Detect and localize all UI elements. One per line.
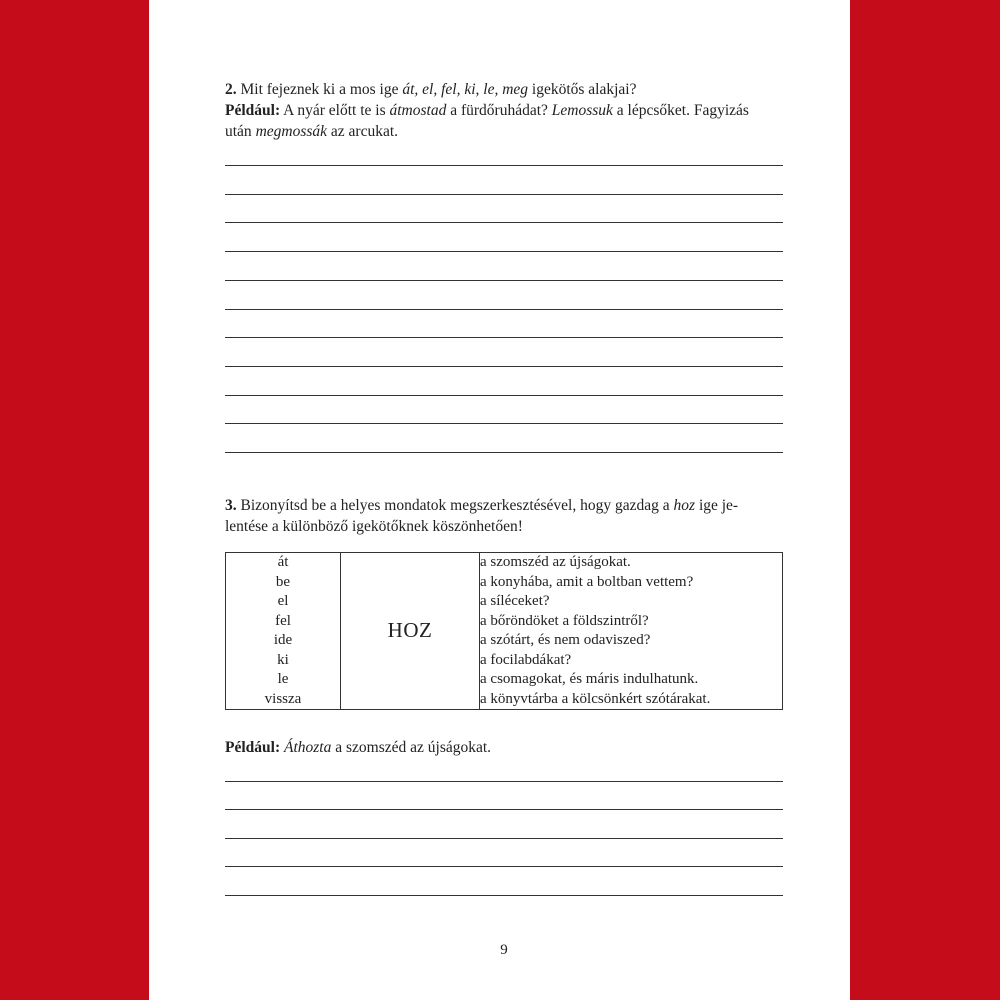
task2-example-text: a fürdőruhádat?: [446, 102, 552, 119]
task2-example-word: Lemossuk: [551, 102, 613, 119]
task3-verb-italic: hoz: [673, 497, 696, 514]
ending-item: a síléceket?: [480, 593, 550, 609]
task2-example-text: után: [225, 123, 256, 140]
answer-line[interactable]: [225, 337, 783, 338]
answer-line[interactable]: [225, 222, 783, 223]
task2-example-line1: [225, 100, 783, 121]
ending-item: a bőröndöket a földszintről?: [480, 612, 649, 629]
prefix-item: fel: [275, 612, 291, 629]
prefix-item: be: [275, 573, 291, 590]
task2-number: 2.: [225, 81, 237, 98]
task3-prompt-text: Bizonyítsd be a helyes mondatok megszerkesztésével, hogy gazdag a: [236, 497, 674, 514]
task3-prompt-text: ige je-: [695, 497, 739, 514]
prefix-item: el: [277, 593, 289, 609]
task2-example-text: A nyár előtt te is: [280, 102, 390, 119]
ending-column: [480, 553, 783, 710]
ending-item: a focilabdákat?: [480, 651, 572, 668]
answer-line[interactable]: [225, 423, 783, 424]
task2-example-word: átmostad: [389, 102, 447, 119]
ending-item: a szomszéd az újságokat.: [480, 554, 631, 570]
task3-example-word: Áthozta: [284, 739, 332, 756]
prefix-item: ki: [277, 651, 289, 668]
task3-example-text: a szomszéd az újságokat.: [331, 739, 492, 756]
answer-line[interactable]: [225, 165, 783, 166]
answer-line[interactable]: [225, 395, 783, 396]
task3-number: 3.: [225, 497, 237, 514]
task2-prompt-text: Mit fejeznek ki a mos ige: [236, 81, 403, 98]
table-row: [226, 553, 783, 710]
task3-prompt-line1: [225, 495, 783, 516]
page-number: 9: [500, 942, 508, 958]
prefix-item: vissza: [264, 690, 302, 707]
answer-line[interactable]: [225, 194, 783, 195]
answer-line[interactable]: [225, 366, 783, 367]
task2-example-label: Például:: [225, 102, 281, 119]
workbook-page: [149, 0, 850, 1000]
task2-prompt-end: igekötős alakjai?: [528, 81, 637, 98]
task2-prompt: [225, 79, 783, 100]
answer-line[interactable]: [225, 781, 783, 782]
answer-line[interactable]: [225, 309, 783, 310]
task2-example-line2: [225, 121, 783, 142]
answer-line[interactable]: [225, 251, 783, 252]
ending-item: a konyhába, amit a boltban vettem?: [480, 573, 694, 590]
task2-example-text: a lépcsőket. Fagyizás: [612, 102, 749, 119]
task3-example-label: Például:: [225, 739, 281, 756]
ending-item: a könyvtárba a kölcsönkért szótárakat.: [480, 690, 711, 707]
ending-item: a csomagokat, és máris indulhatunk.: [480, 671, 699, 687]
prefix-column: [226, 553, 341, 710]
prefix-item: át: [277, 554, 289, 570]
answer-line[interactable]: [225, 452, 783, 453]
answer-line[interactable]: [225, 866, 783, 867]
answer-line[interactable]: [225, 838, 783, 839]
prefix-table: [225, 552, 783, 710]
prefix-item: le: [277, 671, 289, 687]
task3-prompt-line2: lentése a különböző igekötőknek köszönhetően!: [225, 518, 523, 535]
answer-line[interactable]: [225, 809, 783, 810]
task3-example: [225, 737, 783, 758]
ending-item: a szótárt, és nem odaviszed?: [480, 632, 651, 648]
task2-example-text: az arcukat.: [327, 123, 399, 140]
task2-prefix-list: át, el, fel, ki, le, meg: [402, 81, 529, 98]
prefix-item: ide: [273, 632, 293, 648]
verb-cell: HOZ: [341, 553, 480, 710]
answer-line[interactable]: [225, 280, 783, 281]
task2-example-word: megmossák: [255, 123, 328, 140]
answer-line[interactable]: [225, 895, 783, 896]
